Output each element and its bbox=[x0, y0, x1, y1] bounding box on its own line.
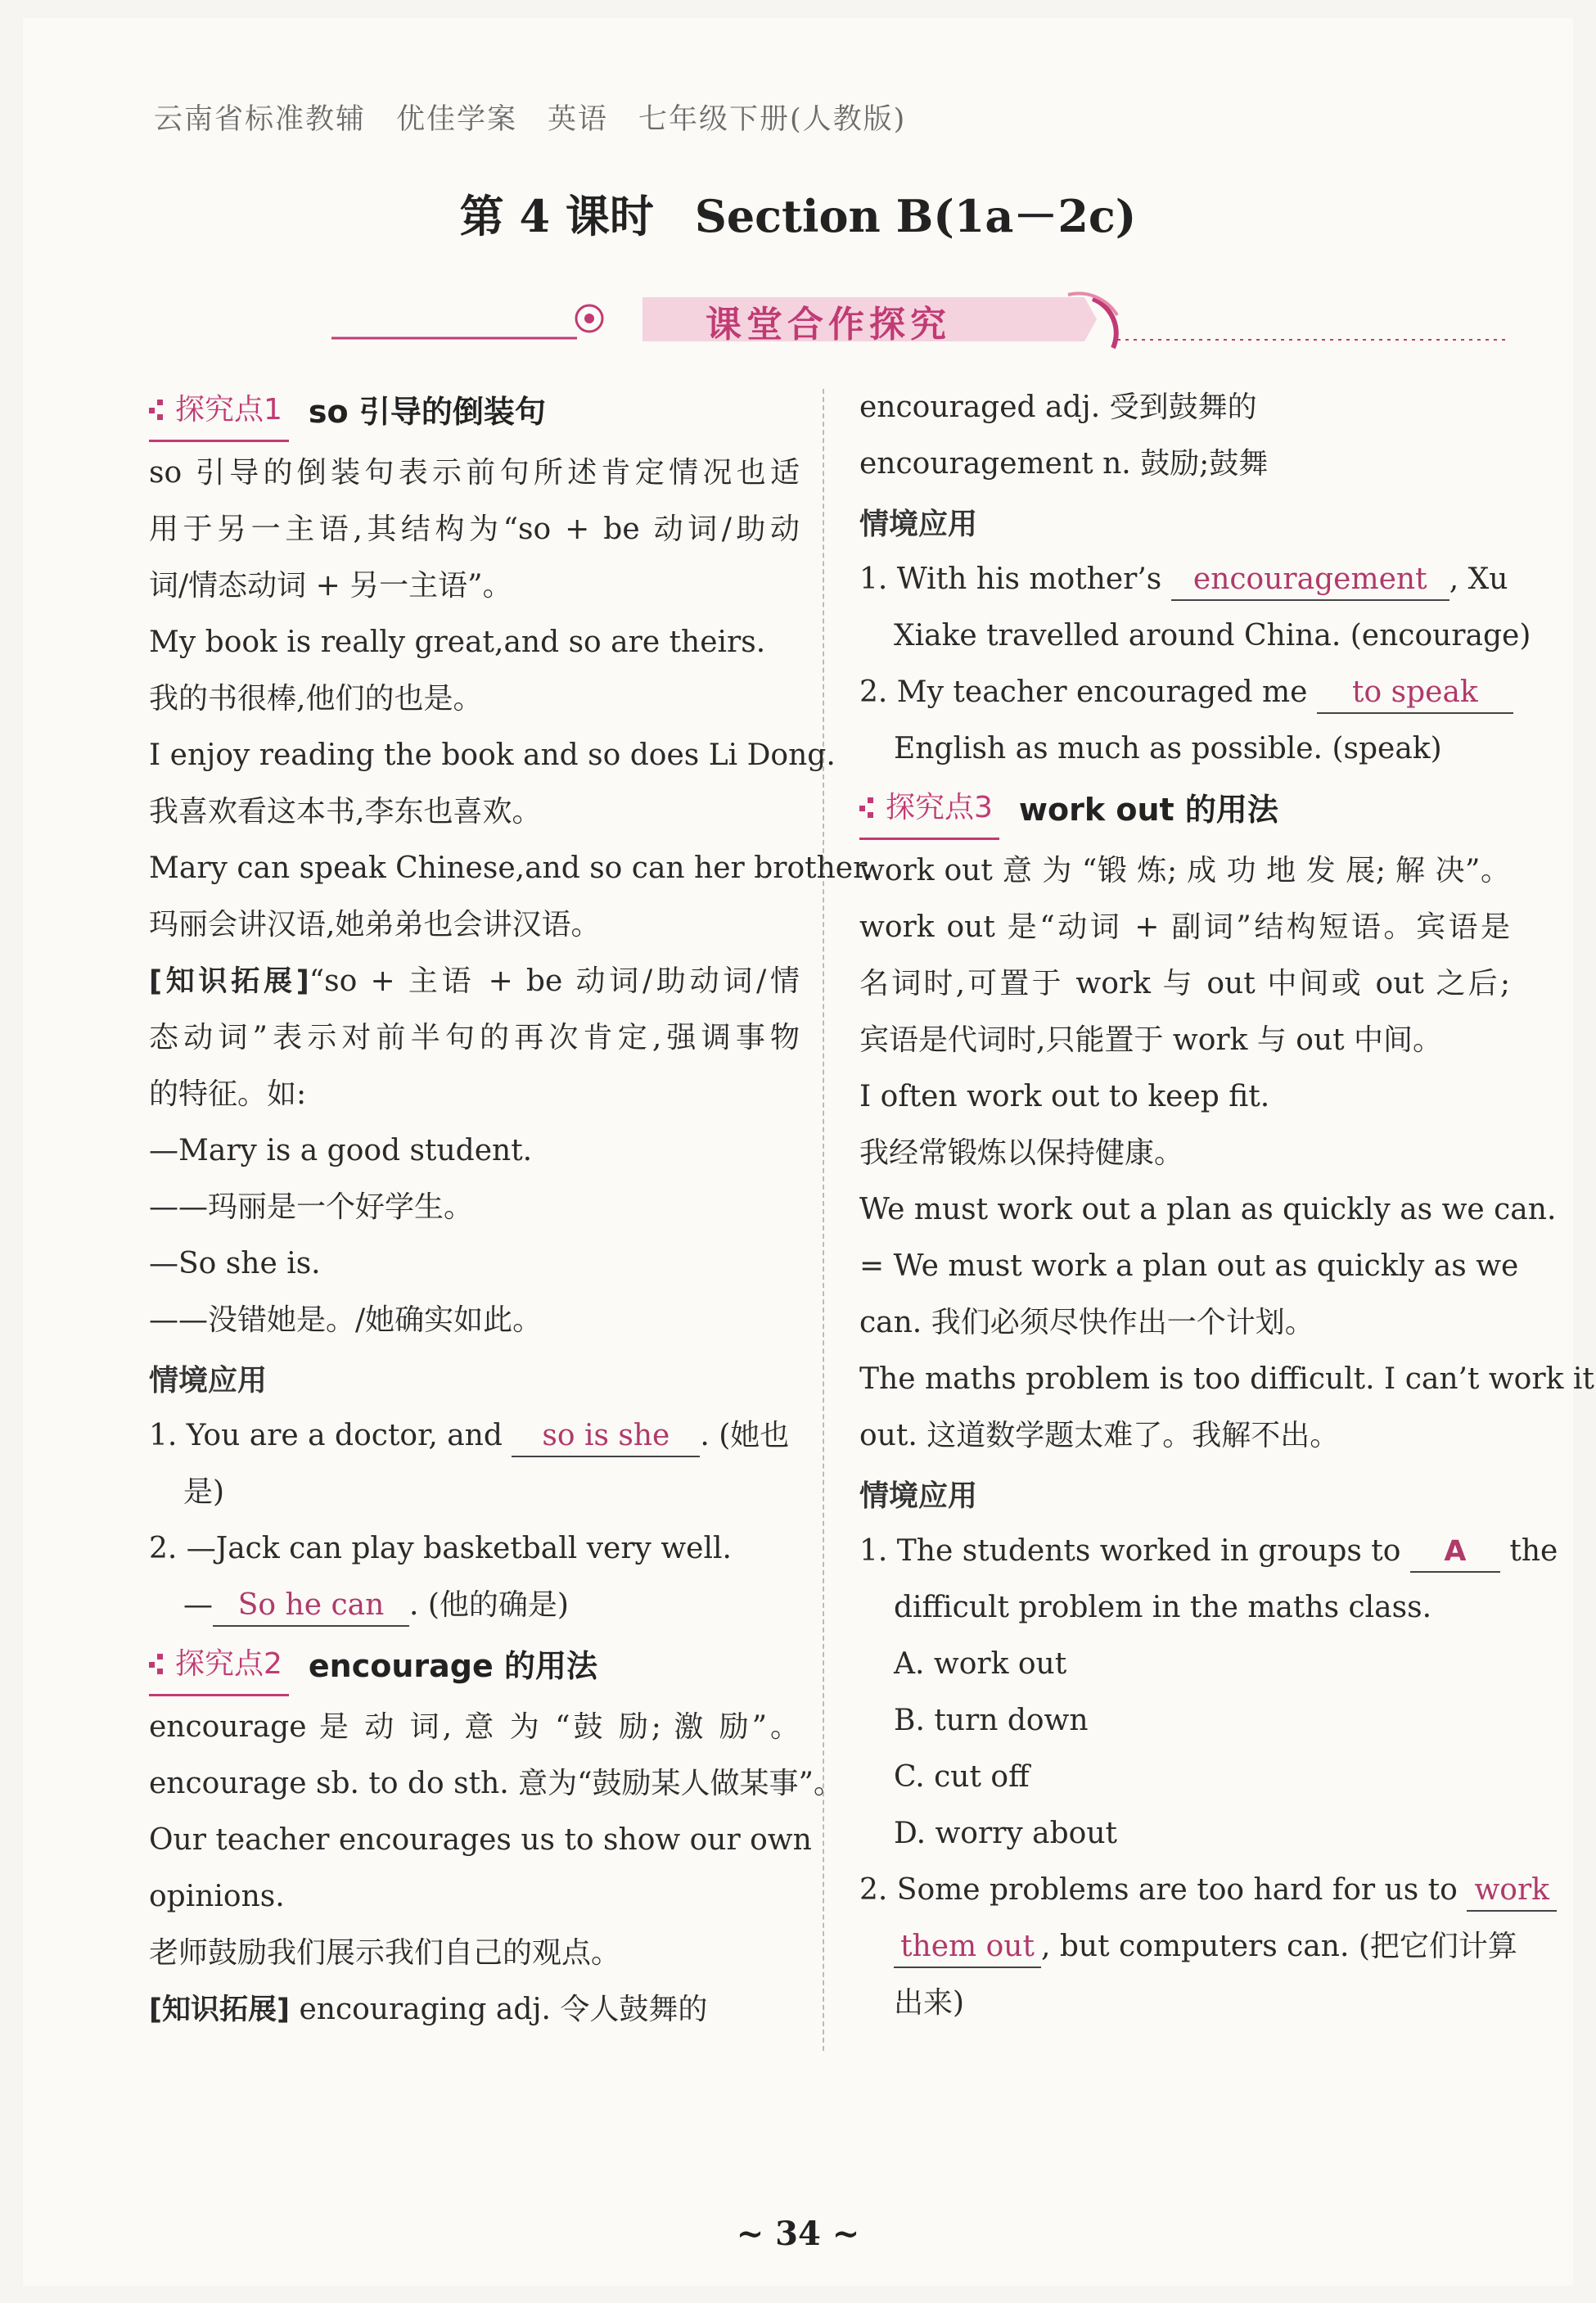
extension-line: 态动词”表示对前半句的再次肯定,强调事物 bbox=[149, 1021, 800, 1054]
dialog-line: ——没错她是。/她确实如此。 bbox=[149, 1303, 543, 1337]
section-name: Section B(1a－2c) bbox=[694, 190, 1137, 242]
answer-blank: So he can bbox=[213, 1586, 409, 1627]
extension-line: 的特征。如: bbox=[149, 1077, 307, 1111]
answer-blank: encouragement bbox=[1171, 560, 1449, 601]
dialog-line: ——玛丽是一个好学生。 bbox=[149, 1190, 474, 1224]
point-2-badge: 探究点2 bbox=[149, 1636, 289, 1696]
exercise-1: 1. The students worked in groups to A the bbox=[859, 1523, 1510, 1579]
exercise-1-cont: 是) bbox=[183, 1475, 225, 1509]
point-2-header bbox=[149, 1633, 800, 1699]
example-sentence: = We must work a plan out as quickly as we bbox=[859, 1249, 1519, 1283]
example-translation: out. 这道数学题太难了。我解不出。 bbox=[859, 1419, 1340, 1452]
example-translation: 我的书很棒,他们的也是。 bbox=[149, 682, 483, 716]
banner-title: 课堂合作探究 bbox=[706, 304, 951, 345]
point-1-header bbox=[149, 379, 800, 445]
extension-line: [知识拓展]“so + 主语 + be 动词/助动词/情 bbox=[149, 964, 800, 998]
lesson-number: 第 4 课时 bbox=[459, 190, 654, 242]
example-sentence: opinions. bbox=[149, 1880, 285, 1913]
example-translation: can. 我们必须尽快作出一个计划。 bbox=[859, 1306, 1314, 1339]
example-translation: 老师鼓励我们展示我们自己的观点。 bbox=[149, 1936, 621, 1970]
exercise-2-cont: English as much as possible. (speak) bbox=[894, 732, 1442, 765]
point-2-title: encourage 的用法 bbox=[308, 1647, 598, 1684]
example-translation: 我喜欢看这本书,李东也喜欢。 bbox=[149, 795, 542, 829]
answer-blank: them out bbox=[894, 1927, 1041, 1968]
extension-line: [知识拓展] encouraging adj. 令人鼓舞的 bbox=[149, 1993, 708, 2026]
example-sentence: My book is really great,and so are theirs. bbox=[149, 625, 766, 659]
example-sentence: I often work out to keep fit. bbox=[859, 1080, 1270, 1113]
answer-blank: A bbox=[1410, 1532, 1500, 1573]
example-sentence: Our teacher encourages us to show our own bbox=[149, 1823, 812, 1857]
exercise-2-cont: them out , but computers can. (把它们计算 bbox=[859, 1918, 1510, 1975]
point-3-header bbox=[859, 777, 1510, 842]
exercise-1-cont: Xiake travelled around China. (encourage) bbox=[894, 619, 1531, 653]
right-column bbox=[859, 379, 1594, 2031]
page-number: ~ 34 ~ bbox=[736, 2215, 860, 2253]
extension-tag: [知识拓展] bbox=[149, 965, 309, 998]
text-line: encouragement n. 鼓励;鼓舞 bbox=[859, 447, 1269, 481]
running-head: 云南省标准教辅 优佳学案 英语 七年级下册(人教版) bbox=[154, 103, 907, 136]
application-heading: 情境应用 bbox=[149, 1364, 268, 1398]
dialog-line: —Mary is a good student. bbox=[149, 1134, 533, 1167]
exercise-1: 1. With his mother’s encouragement , Xu bbox=[859, 551, 1510, 607]
exercise-2: 2. Some problems are too hard for us to work bbox=[859, 1862, 1510, 1918]
point-3-badge: 探究点3 bbox=[859, 779, 999, 840]
example-sentence: Mary can speak Chinese,and so can her brother. bbox=[149, 851, 873, 885]
option-a: A. work out bbox=[894, 1647, 1067, 1681]
text-line: encourage 是 动 词, 意 为 “鼓 励; 激 励”。 bbox=[149, 1710, 800, 1744]
text-line: 用于另一主语,其结构为“so + be 动词/助动 bbox=[149, 513, 800, 546]
text-line: work out 是“动词 + 副词”结构短语。宾语是 bbox=[859, 910, 1510, 944]
exercise-1: 1. You are a doctor, and so is she . (她也 bbox=[149, 1407, 800, 1464]
example-translation: 玛丽会讲汉语,她弟弟也会讲汉语。 bbox=[149, 908, 601, 942]
text-line: so 引导的倒装句表示前句所述肯定情况也适 bbox=[149, 456, 800, 490]
exercise-2: 2. —Jack can play basketball very well. bbox=[149, 1532, 732, 1565]
exercise-2-end: 出来) bbox=[894, 1986, 965, 2020]
text-line: work out 意 为 “锻 炼; 成 功 地 发 展; 解 决”。 bbox=[859, 854, 1510, 887]
text-line: encourage sb. to do sth. 意为“鼓励某人做某事”。 bbox=[149, 1767, 843, 1800]
point-1-title: so 引导的倒装句 bbox=[308, 393, 546, 430]
example-sentence: We must work out a plan as quickly as we can. bbox=[859, 1193, 1557, 1226]
example-translation: 我经常锻炼以保持健康。 bbox=[859, 1136, 1184, 1170]
answer-blank: work bbox=[1467, 1871, 1557, 1912]
answer-blank: to speak bbox=[1317, 673, 1513, 714]
example-sentence: The maths problem is too difficult. I can’t work it bbox=[859, 1362, 1594, 1396]
dialog-line: —So she is. bbox=[149, 1247, 321, 1280]
dots-icon bbox=[149, 1652, 170, 1677]
exercise-2: 2. My teacher encouraged me to speak bbox=[859, 664, 1510, 720]
option-b: B. turn down bbox=[894, 1704, 1089, 1737]
extension-tag: [知识拓展] bbox=[149, 1994, 290, 2026]
point-3-title: work out 的用法 bbox=[1018, 791, 1278, 828]
text-line: 宾语是代词时,只能置于 work 与 out 中间。 bbox=[859, 1023, 1443, 1057]
column-divider bbox=[823, 389, 824, 2051]
lesson-title bbox=[0, 182, 1596, 245]
option-d: D. worry about bbox=[894, 1817, 1117, 1850]
dots-icon bbox=[859, 796, 881, 820]
exercise-2-answer-line: — So he can . (他的确是) bbox=[149, 1577, 800, 1633]
point-1-badge: 探究点1 bbox=[149, 382, 289, 442]
answer-blank: so is she bbox=[512, 1416, 700, 1457]
application-heading: 情境应用 bbox=[859, 508, 978, 541]
text-line: 名词时,可置于 work 与 out 中间或 out 之后; bbox=[859, 967, 1510, 1000]
left-column bbox=[149, 379, 873, 2038]
application-heading: 情境应用 bbox=[859, 1479, 978, 1513]
option-c: C. cut off bbox=[894, 1760, 1030, 1794]
dots-icon bbox=[149, 398, 170, 422]
example-sentence: I enjoy reading the book and so does Li Dong. bbox=[149, 738, 836, 772]
exercise-1-cont: difficult problem in the maths class. bbox=[894, 1591, 1432, 1624]
text-line: encouraged adj. 受到鼓舞的 bbox=[859, 391, 1257, 424]
text-line: 词/情态动词 + 另一主语”。 bbox=[149, 569, 512, 603]
